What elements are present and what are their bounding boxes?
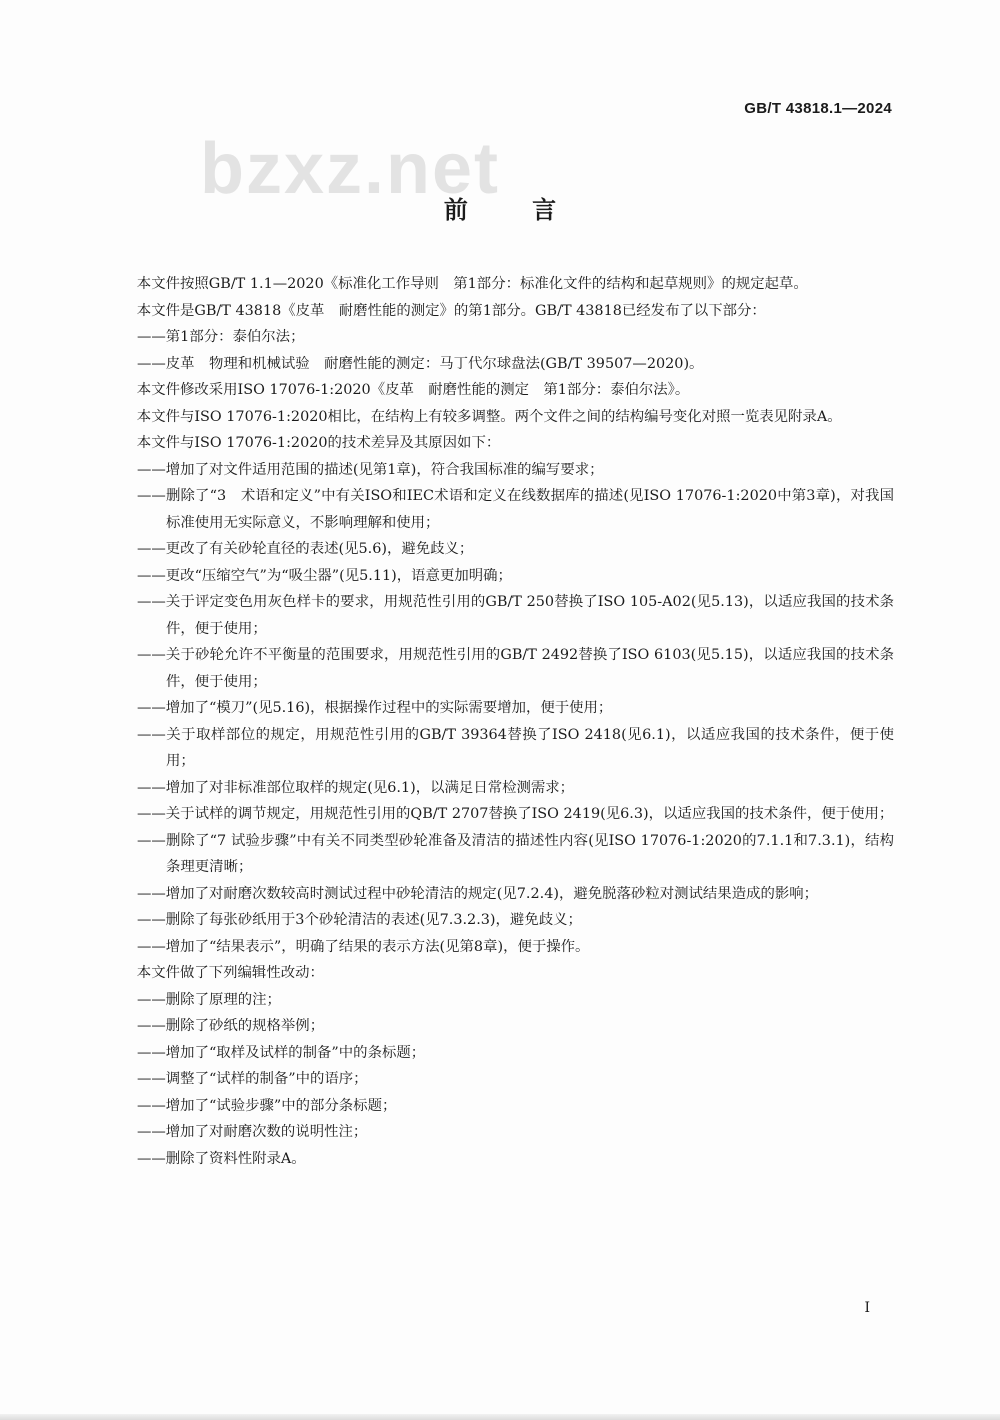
paragraph: 本文件按照GB/T 1.1—2020《标准化工作导则 第1部分：标准化文件的结构和起草规则》的规定起草。	[136, 276, 808, 292]
list-item: —— 删除了原理的注；	[108, 987, 894, 1014]
paragraph: 本文件修改采用ISO 17076-1:2020《皮革 耐磨性能的测定 第1部分：泰伯尔法》。	[136, 382, 690, 398]
list-item: —— 关于评定变色用灰色样卡的要求，用规范性引用的GB/T 250替换了ISO 105-A02(见5.13)，以适应我国的技术条件，便于使用；	[108, 589, 894, 642]
list-item: —— 增加了对文件适用范围的描述(见第1章)，符合我国标准的编写要求；	[108, 457, 894, 484]
list-item: —— 关于试样的调节规定，用规范性引用的QB/T 2707替换了ISO 2419(见6.3)，以适应我国的技术条件，便于使用；	[108, 801, 894, 828]
list-item: —— 皮革 物理和机械试验 耐磨性能的测定：马丁代尔球盘法(GB/T 39507—2020)。	[108, 351, 894, 378]
page-number: I	[864, 1300, 870, 1316]
list-item: —— 关于取样部位的规定，用规范性引用的GB/T 39364替换了ISO 2418(见6.1)，以适应我国的技术条件，便于使用；	[108, 722, 894, 775]
list-item: —— 更改了有关砂轮直径的表述(见5.6)，避免歧义；	[108, 536, 894, 563]
paragraph: 本文件是GB/T 43818《皮革 耐磨性能的测定》的第1部分。GB/T 43818已经发布了以下部分：	[136, 302, 766, 319]
list-item: —— 删除了每张砂纸用于3个砂轮清洁的表述(见7.3.2.3)，避免歧义；	[108, 907, 894, 934]
list-item: —— 增加了“试验步骤”中的部分条标题；	[108, 1093, 894, 1120]
paragraph: 本文件与ISO 17076-1:2020相比，在结构上有较多调整。两个文件之间的结构编号变化对照一览表见附录A。	[136, 408, 842, 425]
page-title: 前 言	[443, 196, 585, 224]
list-item: —— 增加了“结果表示”，明确了结果的表示方法(见第8章)，便于操作。	[108, 934, 894, 961]
paragraph: 本文件与ISO 17076-1:2020的技术差异及其原因如下：	[136, 435, 501, 451]
watermark: bzxz.net	[200, 129, 501, 209]
paragraph: 本文件做了下列编辑性改动：	[136, 965, 324, 981]
list-item: —— 增加了“模刀”(见5.16)，根据操作过程中的实际需要增加，便于使用；	[108, 695, 894, 722]
document-body	[108, 271, 894, 1172]
list-item: —— 增加了对耐磨次数较高时测试过程中砂轮清洁的规定(见7.2.4)，避免脱落砂粒对测试结果造成的影响；	[108, 881, 894, 908]
list-item: —— 删除了砂纸的规格举例；	[108, 1013, 894, 1040]
list-item: —— 调整了“试样的制备”中的语序；	[108, 1066, 894, 1093]
list-item: —— 增加了“取样及试样的制备”中的条标题；	[108, 1040, 894, 1067]
standard-code: GB/T 43818.1—2024	[744, 100, 892, 117]
scan-edge	[0, 1414, 1000, 1420]
list-item: —— 删除了资料性附录A。	[108, 1146, 894, 1173]
list-item: —— 第1部分：泰伯尔法；	[108, 324, 894, 351]
list-item: —— 删除了“3 术语和定义”中有关ISO和IEC术语和定义在线数据库的描述(见ISO 17076-1:2020中第3章)，对我国标准使用无实际意义，不影响理解和使用；	[108, 483, 894, 536]
list-item: —— 删除了“7 试验步骤”中有关不同类型砂轮准备及清洁的描述性内容(见ISO 17076-1:2020的7.1.1和7.3.1)，结构条理更清晰；	[108, 828, 894, 881]
list-item: —— 更改“压缩空气”为“吸尘器”(见5.11)，语意更加明确；	[108, 563, 894, 590]
list-item: —— 关于砂轮允许不平衡量的范围要求，用规范性引用的GB/T 2492替换了ISO 6103(见5.15)，以适应我国的技术条件，便于使用；	[108, 642, 894, 695]
list-item: —— 增加了对非标准部位取样的规定(见6.1)，以满足日常检测需求；	[108, 775, 894, 802]
list-item: —— 增加了对耐磨次数的说明性注；	[108, 1119, 894, 1146]
